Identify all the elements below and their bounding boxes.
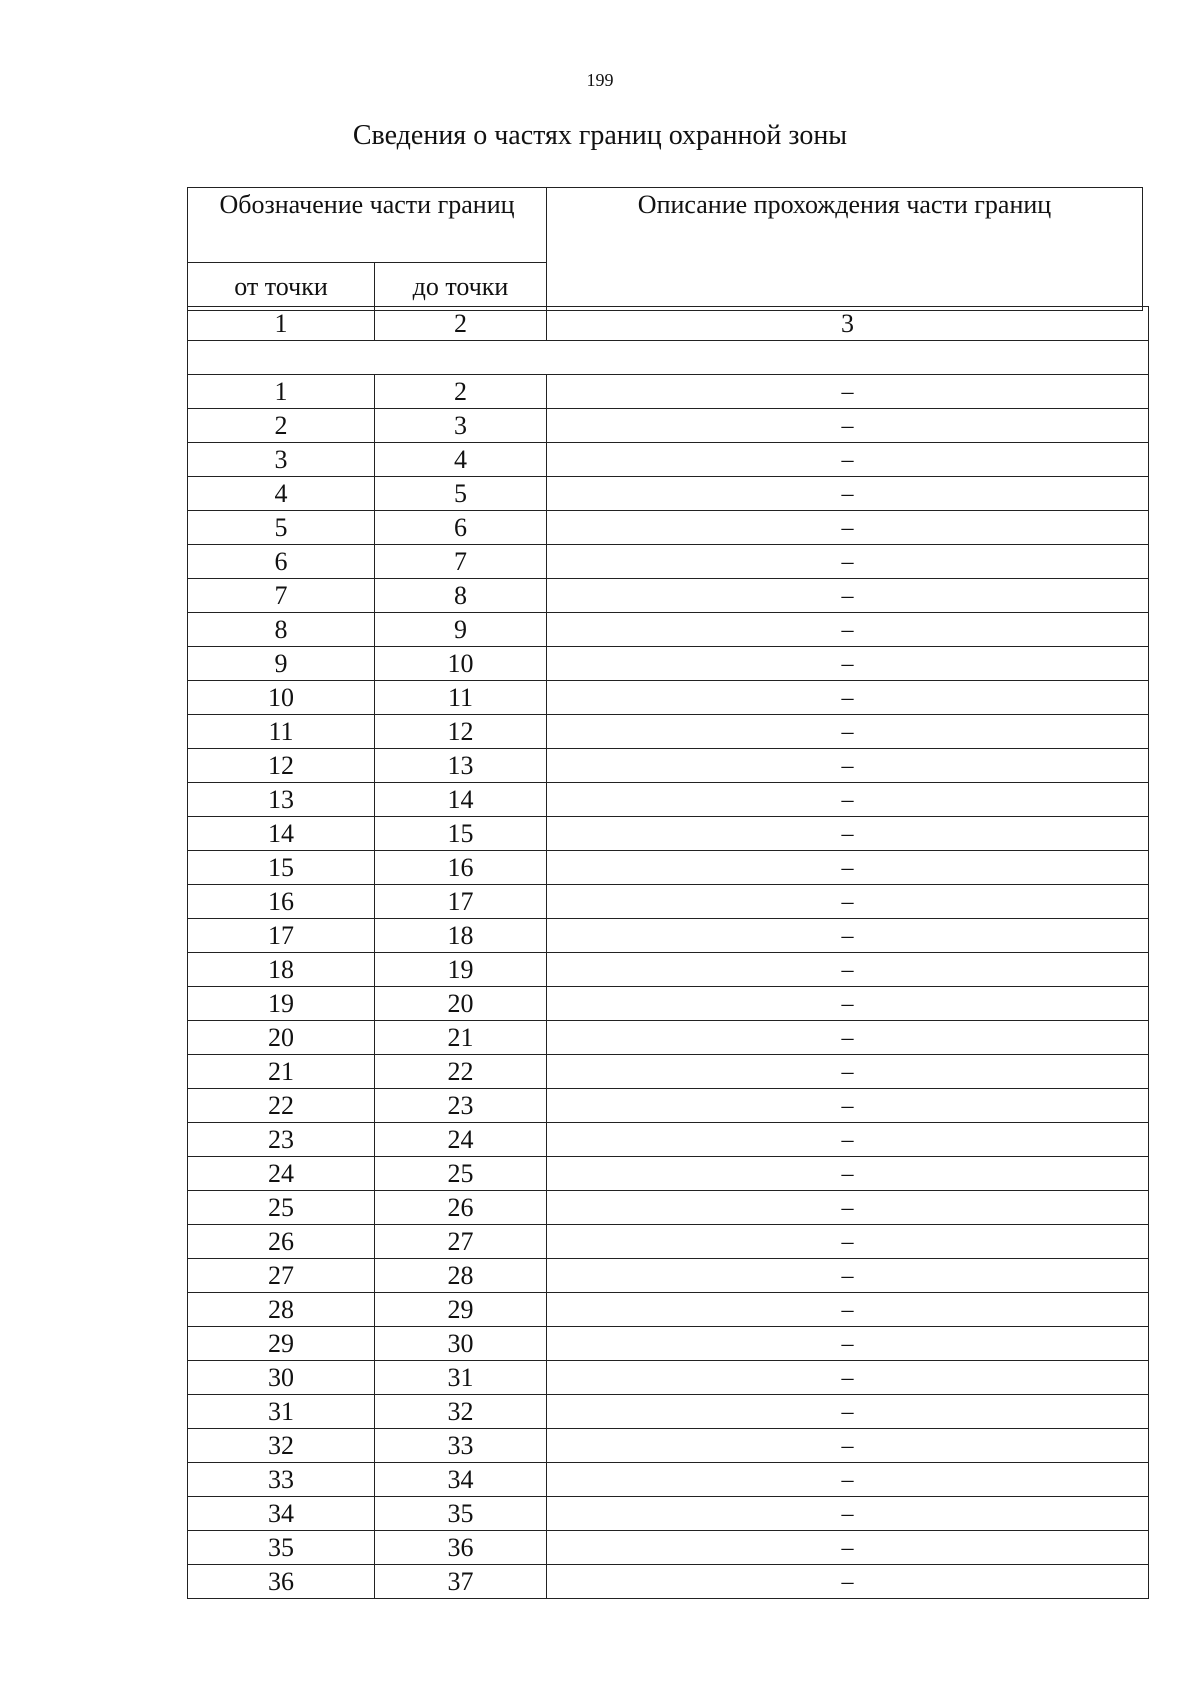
to-point-cell: 20 — [375, 987, 547, 1021]
description-cell: – — [547, 1157, 1149, 1191]
table-row — [188, 1021, 1149, 1055]
from-point-cell: 6 — [188, 545, 375, 579]
from-point-cell: 16 — [188, 885, 375, 919]
description-cell: – — [547, 1055, 1149, 1089]
table-row — [188, 511, 1149, 545]
table-row — [188, 1327, 1149, 1361]
header-part-description: Описание прохождения части границ — [547, 188, 1143, 311]
table-row — [188, 715, 1149, 749]
to-point-cell: 29 — [375, 1293, 547, 1327]
from-point-cell: 18 — [188, 953, 375, 987]
to-point-cell: 15 — [375, 817, 547, 851]
description-cell: – — [547, 1361, 1149, 1395]
to-point-cell: 31 — [375, 1361, 547, 1395]
table-row — [188, 987, 1149, 1021]
to-point-cell: 16 — [375, 851, 547, 885]
from-point-cell: 3 — [188, 443, 375, 477]
from-point-cell: 19 — [188, 987, 375, 1021]
table-row — [188, 579, 1149, 613]
from-point-cell: 31 — [188, 1395, 375, 1429]
description-cell: – — [547, 1531, 1149, 1565]
from-point-cell: 30 — [188, 1361, 375, 1395]
description-cell: – — [547, 579, 1149, 613]
from-point-cell: 2 — [188, 409, 375, 443]
table-row — [188, 1293, 1149, 1327]
from-point-cell: 10 — [188, 681, 375, 715]
to-point-cell: 30 — [375, 1327, 547, 1361]
header-part-designation: Обозначение части границ — [188, 188, 547, 263]
description-cell: – — [547, 1021, 1149, 1055]
table-row — [188, 1463, 1149, 1497]
to-point-cell: 14 — [375, 783, 547, 817]
from-point-cell: 9 — [188, 647, 375, 681]
column-number-cell: 1 — [188, 307, 375, 341]
description-cell: – — [547, 647, 1149, 681]
from-point-cell: 8 — [188, 613, 375, 647]
boundary-parts-table — [187, 306, 1149, 1599]
table-row — [188, 1123, 1149, 1157]
from-point-cell: 28 — [188, 1293, 375, 1327]
column-number-cell: 3 — [547, 307, 1149, 341]
from-point-cell: 20 — [188, 1021, 375, 1055]
from-point-cell: 23 — [188, 1123, 375, 1157]
to-point-cell: 25 — [375, 1157, 547, 1191]
table-row — [188, 1191, 1149, 1225]
description-cell: – — [547, 817, 1149, 851]
description-cell: – — [547, 1565, 1149, 1599]
from-point-cell: 32 — [188, 1429, 375, 1463]
to-point-cell: 23 — [375, 1089, 547, 1123]
table-row — [188, 783, 1149, 817]
to-point-cell: 36 — [375, 1531, 547, 1565]
table-row — [188, 1089, 1149, 1123]
description-cell: – — [547, 409, 1149, 443]
description-cell: – — [547, 545, 1149, 579]
to-point-cell: 37 — [375, 1565, 547, 1599]
from-point-cell: 11 — [188, 715, 375, 749]
section-cell — [188, 341, 1149, 375]
table-row — [188, 409, 1149, 443]
description-cell: – — [547, 681, 1149, 715]
header-from-point: от точки — [188, 263, 375, 311]
description-cell: – — [547, 749, 1149, 783]
from-point-cell: 17 — [188, 919, 375, 953]
table-row — [188, 1497, 1149, 1531]
to-point-cell: 7 — [375, 545, 547, 579]
description-cell: – — [547, 1089, 1149, 1123]
from-point-cell: 29 — [188, 1327, 375, 1361]
description-cell: – — [547, 1327, 1149, 1361]
from-point-cell: 26 — [188, 1225, 375, 1259]
to-point-cell: 10 — [375, 647, 547, 681]
table-row — [188, 885, 1149, 919]
to-point-cell: 32 — [375, 1395, 547, 1429]
from-point-cell: 7 — [188, 579, 375, 613]
table-row — [188, 1225, 1149, 1259]
to-point-cell: 19 — [375, 953, 547, 987]
from-point-cell: 12 — [188, 749, 375, 783]
table-row — [188, 1361, 1149, 1395]
from-point-cell: 4 — [188, 477, 375, 511]
table-row — [188, 817, 1149, 851]
to-point-cell: 2 — [375, 375, 547, 409]
description-cell: – — [547, 1395, 1149, 1429]
column-number-row — [188, 307, 1149, 341]
table-row — [188, 443, 1149, 477]
table-header — [187, 187, 1143, 311]
to-point-cell: 3 — [375, 409, 547, 443]
table-row — [188, 1055, 1149, 1089]
table-body — [188, 307, 1149, 1599]
description-cell: – — [547, 443, 1149, 477]
description-cell: – — [547, 1225, 1149, 1259]
to-point-cell: 17 — [375, 885, 547, 919]
table-row — [188, 647, 1149, 681]
table-row — [188, 919, 1149, 953]
to-point-cell: 13 — [375, 749, 547, 783]
description-cell: – — [547, 1497, 1149, 1531]
to-point-cell: 22 — [375, 1055, 547, 1089]
table-row — [188, 851, 1149, 885]
table-row — [188, 1157, 1149, 1191]
to-point-cell: 27 — [375, 1225, 547, 1259]
description-cell: – — [547, 1191, 1149, 1225]
description-cell: – — [547, 1293, 1149, 1327]
description-cell: – — [547, 511, 1149, 545]
to-point-cell: 28 — [375, 1259, 547, 1293]
from-point-cell: 35 — [188, 1531, 375, 1565]
page-title: Сведения о частях границ охранной зоны — [352, 120, 848, 151]
to-point-cell: 5 — [375, 477, 547, 511]
from-point-cell: 21 — [188, 1055, 375, 1089]
description-cell: – — [547, 613, 1149, 647]
to-point-cell: 26 — [375, 1191, 547, 1225]
from-point-cell: 33 — [188, 1463, 375, 1497]
table-row — [188, 953, 1149, 987]
from-point-cell: 1 — [188, 375, 375, 409]
table-row — [188, 1429, 1149, 1463]
table-row — [188, 681, 1149, 715]
from-point-cell: 13 — [188, 783, 375, 817]
from-point-cell: 5 — [188, 511, 375, 545]
table-row — [188, 477, 1149, 511]
from-point-cell: 27 — [188, 1259, 375, 1293]
description-cell: – — [547, 987, 1149, 1021]
table-row — [188, 1395, 1149, 1429]
from-point-cell: 36 — [188, 1565, 375, 1599]
description-cell: – — [547, 783, 1149, 817]
from-point-cell: 24 — [188, 1157, 375, 1191]
description-cell: – — [547, 953, 1149, 987]
to-point-cell: 11 — [375, 681, 547, 715]
from-point-cell: 15 — [188, 851, 375, 885]
description-cell: – — [547, 851, 1149, 885]
to-point-cell: 34 — [375, 1463, 547, 1497]
column-number-cell: 2 — [375, 307, 547, 341]
to-point-cell: 12 — [375, 715, 547, 749]
from-point-cell: 14 — [188, 817, 375, 851]
description-cell: – — [547, 477, 1149, 511]
to-point-cell: 35 — [375, 1497, 547, 1531]
to-point-cell: 18 — [375, 919, 547, 953]
description-cell: – — [547, 1123, 1149, 1157]
description-cell: – — [547, 715, 1149, 749]
to-point-cell: 6 — [375, 511, 547, 545]
table-row — [188, 375, 1149, 409]
description-cell: – — [547, 1259, 1149, 1293]
to-point-cell: 4 — [375, 443, 547, 477]
description-cell: – — [547, 375, 1149, 409]
from-point-cell: 22 — [188, 1089, 375, 1123]
from-point-cell: 34 — [188, 1497, 375, 1531]
section-row — [188, 341, 1149, 375]
header-to-point: до точки — [375, 263, 547, 311]
to-point-cell: 9 — [375, 613, 547, 647]
table-row — [188, 1565, 1149, 1599]
description-cell: – — [547, 1429, 1149, 1463]
description-cell: – — [547, 1463, 1149, 1497]
table-row — [188, 545, 1149, 579]
table-row — [188, 749, 1149, 783]
table-row — [188, 1531, 1149, 1565]
to-point-cell: 21 — [375, 1021, 547, 1055]
page-number: 199 — [586, 70, 614, 90]
description-cell: – — [547, 885, 1149, 919]
from-point-cell: 25 — [188, 1191, 375, 1225]
to-point-cell: 33 — [375, 1429, 547, 1463]
to-point-cell: 24 — [375, 1123, 547, 1157]
description-cell: – — [547, 919, 1149, 953]
table-row — [188, 1259, 1149, 1293]
to-point-cell: 8 — [375, 579, 547, 613]
table-row — [188, 613, 1149, 647]
